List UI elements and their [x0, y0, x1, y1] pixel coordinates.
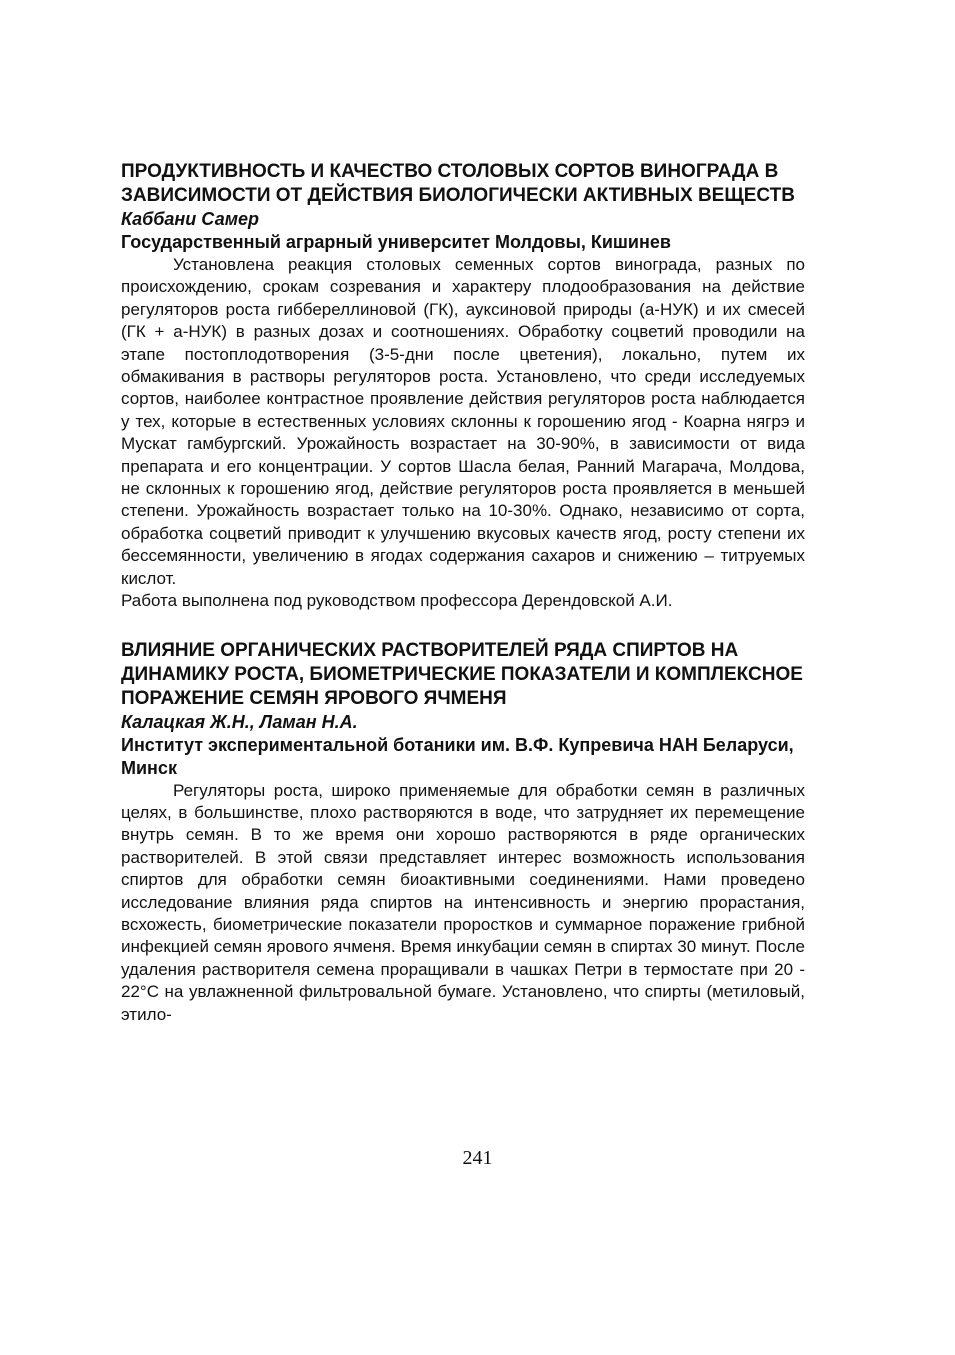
article-1-authors: Каббани Самер — [121, 209, 260, 229]
article-1 — [121, 160, 805, 613]
article-2-body: Регуляторы роста, широко применяемые для обработки семян в различных целях, в большинстве, плохо растворяются в воде, что затрудняет их перемещение внутрь семян. В то же время они хорошо растворяются в ряде органических растворителей. В этой связи представляет интерес возможность использования спиртов для обработки семян биоактивными соединениями. Нами проведено исследование влияния ряда спиртов на интенсивность и энергию прорастания, всхожесть, биометрические показатели проростков и суммарное поражение грибной инфекцией семян ярового ячменя. Время инкубации семян в спиртах 30 минут. После удаления растворителя семена проращивали в чашках Петри в термостате при 20 - 22°С на увлажненной фильтровальной бумаге. Установлено, что спирты (метиловый, этило- — [121, 780, 805, 1024]
article-1-title: ПРОДУКТИВНОСТЬ И КАЧЕСТВО СТОЛОВЫХ СОРТОВ ВИНОГРАДА В ЗАВИСИМОСТИ ОТ ДЕЙСТВИЯ БИОЛОГИЧЕСКИ АКТИВНЫХ ВЕЩЕСТВ — [121, 161, 795, 206]
page-number: 241 — [462, 1147, 493, 1169]
article-2-title: ВЛИЯНИЕ ОРГАНИЧЕСКИХ РАСТВОРИТЕЛЕЙ РЯДА СПИРТОВ НА ДИНАМИКУ РОСТА, БИОМЕТРИЧЕСКИЕ ПОКАЗАТЕЛИ И КОМПЛЕКСНОЕ ПОРАЖЕНИЕ СЕМЯН ЯРОВОГО ЯЧМЕНЯ — [121, 639, 803, 709]
article-1-body: Установлена реакция столовых семенных сортов винограда, разных по происхождению, срокам созревания и характеру плодообразования на действие регуляторов роста гиббереллиновой (ГК), ауксиновой природы (а-НУК) и их смесей (ГК + а-НУК) в разных дозах и соотношениях. Обработку соцветий проводили на этапе постоплодотворения (3-5-дни после цветения), локально, путем их обмакивания в растворы регуляторов роста. Установлено, что среди исследуемых сортов, наиболее контрастное проявление действия регуляторов роста наблюдается у тех, которые в естественных условиях склонны к горошению ягод - Коарна нягрэ и Мускат гамбургский. Урожайность возрастает на 30-90%, в зависимости от вида препарата и его концентрации. У сортов Шасла белая, Ранний Магарача, Молдова, не склонных к горошению ягод, действие регуляторов роста проявляется в меньшей степени. Урожайность возрастает только на 10-30%. Однако, независимо от сорта, обработка соцветий приводит к улучшению вкусовых качеств ягод, росту степени их бессемянности, увеличению в ягодах содержания сахаров и снижению – титруемых кислот. — [121, 255, 805, 588]
article-1-affiliation: Государственный аграрный университет Молдовы, Кишинев — [121, 232, 671, 252]
article-2-affiliation: Институт экспериментальной ботаники им. В.Ф. Купревича НАН Беларуси, Минск — [121, 734, 794, 778]
page-content — [121, 160, 805, 1026]
article-1-note: Работа выполнена под руководством профессора Дерендовской А.И. — [121, 591, 673, 611]
article-2 — [121, 639, 805, 1026]
article-2-authors: Калацкая Ж.Н., Ламан Н.А. — [121, 711, 358, 732]
